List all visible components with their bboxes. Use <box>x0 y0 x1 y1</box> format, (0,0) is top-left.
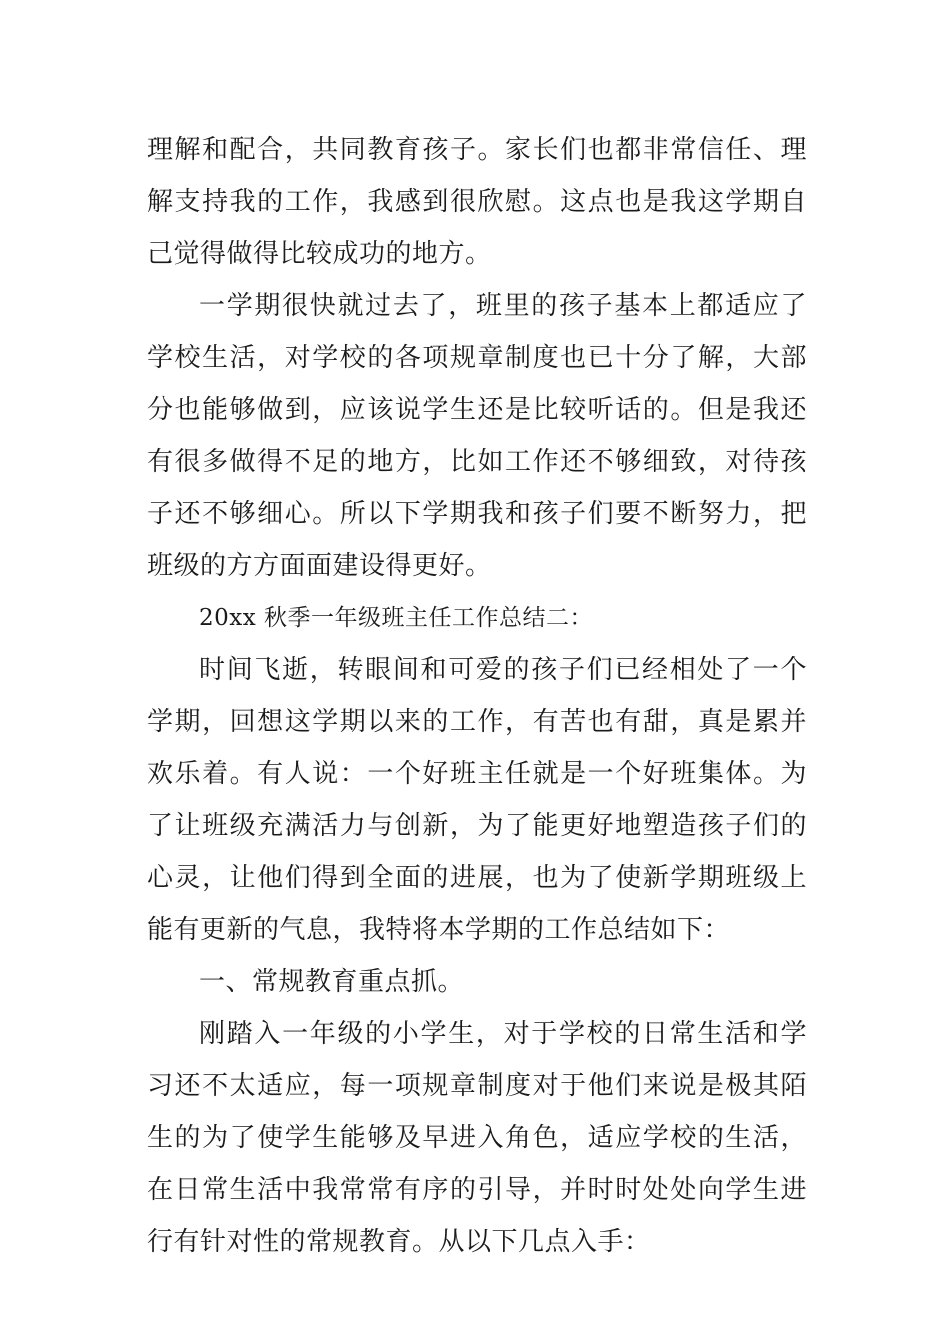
paragraph-semester-reflection: 一学期很快就过去了，班里的孩子基本上都适应了学校生活，对学校的各项规章制度也已十分了解，大部分也能够做到，应该说学生还是比较听话的。但是我还有很多做得不足的地方，比如工作还不够细致，对待孩子还不够细心。所以下学期我和孩子们要不断努力，把班级的方方面面建设得更好。 <box>147 291 807 581</box>
paragraph-routine-education: 刚踏入一年级的小学生，对于学校的日常生活和学习还不太适应，每一项规章制度对于他们来说是极其陌生的为了使学生能够及早进入角色，适应学校的生活，在日常生活中我常常有序的引导，并时时处处向学生进行有针对性的常规教育。从以下几点入手： <box>147 1019 807 1257</box>
document-body <box>147 124 807 1268</box>
paragraph-continuation: 理解和配合，共同教育孩子。家长们也都非常信任、理解支持我的工作，我感到很欣慰。这点也是我这学期自己觉得做得比较成功的地方。 <box>147 135 807 269</box>
section-heading-routine-education: 一、常规教育重点抓。 <box>199 967 465 997</box>
paragraph-summary-intro: 时间飞逝，转眼间和可爱的孩子们已经相处了一个学期，回想这学期以来的工作，有苦也有甜，真是累并欢乐着。有人说：一个好班主任就是一个好班集体。为了让班级充满活力与创新，为了能更好地塑造孩子们的心灵，让他们得到全面的进展，也为了使新学期班级上能有更新的气息，我特将本学期的工作总结如下： <box>147 655 807 945</box>
section-title-summary-two: 20xx 秋季一年级班主任工作总结二： <box>199 605 594 631</box>
